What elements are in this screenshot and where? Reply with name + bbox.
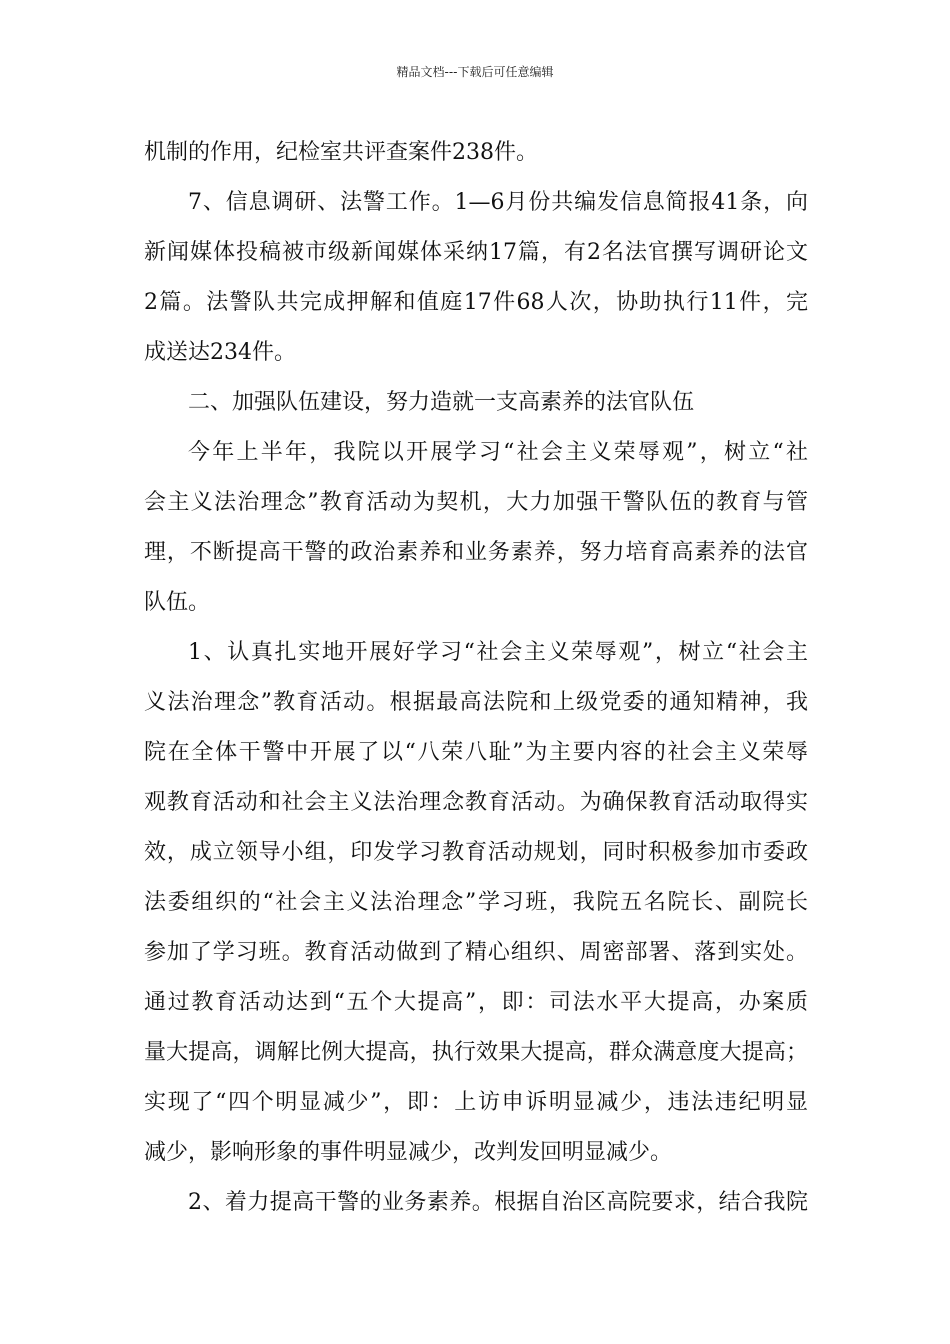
text-line: 量大提高，调解比例大提高，执行效果大提高，群众满意度大提高； (144, 1040, 808, 1065)
text-line: 理，不断提高干警的政治素养和业务素养，努力培育高素养的法官 (144, 540, 808, 565)
text-line: 成送达234件。 (144, 340, 296, 365)
text-line: 参加了学习班。教育活动做到了精心组织、周密部署、落到实处。 (144, 940, 808, 965)
text-line: 通过教育活动达到“五个大提高”，即：司法水平大提高，办案质 (144, 990, 808, 1015)
page-header: 精品文档---下载后可任意编辑 (396, 65, 554, 79)
document-body (144, 128, 808, 1228)
text-line: 2篇。法警队共完成押解和值庭17件68人次，协助执行11件，完 (144, 290, 808, 315)
text-line: 机制的作用，纪检室共评查案件238件。 (144, 140, 538, 165)
text-line: 2、着力提高干警的业务素养。根据自治区高院要求，结合我院 (188, 1190, 808, 1215)
text-line: 7、信息调研、法警工作。1—6月份共编发信息简报41条，向 (188, 190, 808, 215)
text-line: 院在全体干警中开展了以“八荣八耻”为主要内容的社会主义荣辱 (144, 740, 808, 765)
text-line: 会主义法治理念”教育活动为契机，大力加强干警队伍的教育与管 (144, 490, 808, 515)
text-line: 义法治理念”教育活动。根据最高法院和上级党委的通知精神，我 (144, 690, 808, 715)
text-line: 观教育活动和社会主义法治理念教育活动。为确保教育活动取得实 (144, 790, 808, 815)
text-line: 减少，影响形象的事件明显减少，改判发回明显减少。 (144, 1140, 673, 1165)
text-line: 今年上半年，我院以开展学习“社会主义荣辱观”，树立“社 (188, 440, 808, 465)
text-line: 法委组织的“社会主义法治理念”学习班，我院五名院长、副院长 (144, 890, 808, 915)
text-line: 队伍。 (144, 590, 211, 615)
section-heading: 二、加强队伍建设，努力造就一支高素养的法官队伍 (188, 390, 695, 415)
text-line: 1、认真扎实地开展好学习“社会主义荣辱观”，树立“社会主 (188, 640, 808, 665)
text-line: 效，成立领导小组，印发学习教育活动规划，同时积极参加市委政 (144, 840, 808, 865)
text-line: 新闻媒体投稿被市级新闻媒体采纳17篇，有2名法官撰写调研论文 (144, 240, 808, 265)
text-line: 实现了“四个明显减少”，即：上访申诉明显减少，违法违纪明显 (144, 1090, 808, 1115)
